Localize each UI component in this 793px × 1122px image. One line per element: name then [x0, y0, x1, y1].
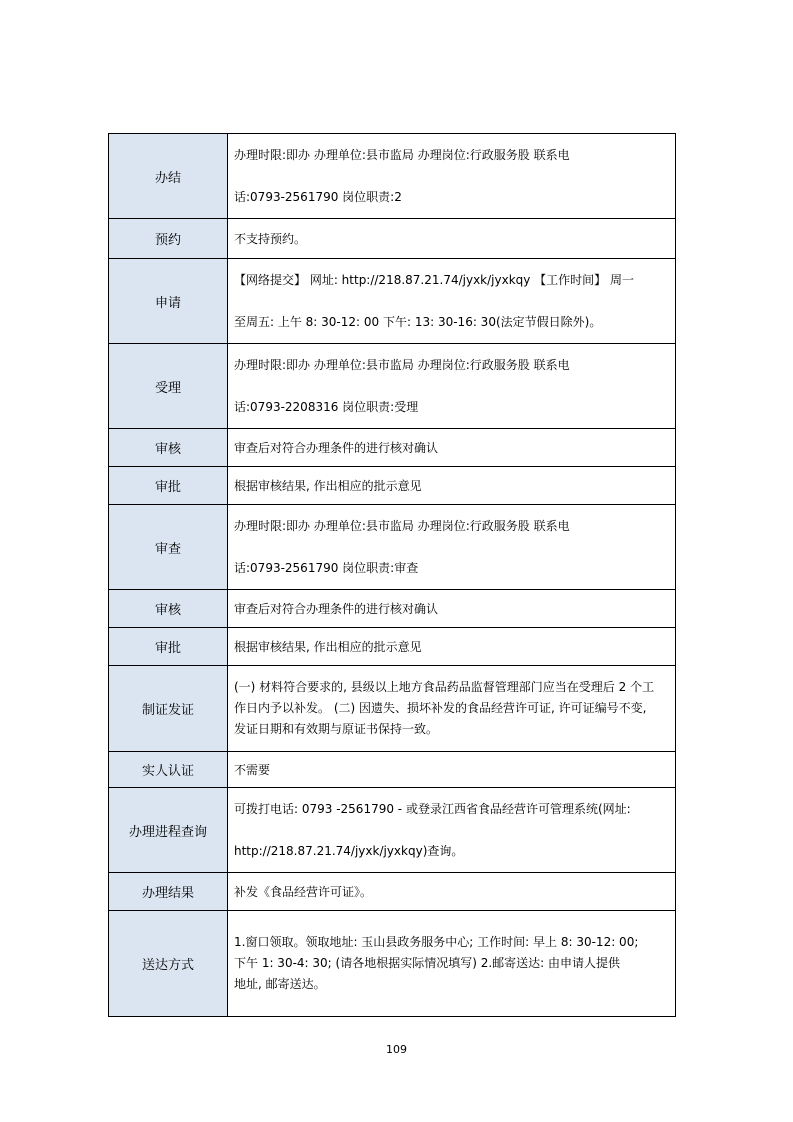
service-info-table — [108, 133, 676, 1017]
row-label: 送达方式 — [109, 911, 228, 1017]
row-content — [228, 467, 676, 505]
row-content — [228, 505, 676, 590]
row-content — [228, 666, 676, 752]
table-row — [109, 259, 676, 344]
content-line: 根据审核结果, 作出相应的批示意见 — [234, 478, 422, 493]
table-row — [109, 505, 676, 590]
row-content — [228, 259, 676, 344]
row-content — [228, 219, 676, 259]
row-label: 审核 — [109, 429, 228, 467]
row-label: 审批 — [109, 628, 228, 666]
row-label: 审核 — [109, 590, 228, 628]
content-line: 下午 1: 30-4: 30; (请各地根据实际情况填写) 2.邮寄送达: 由申请人提供 — [234, 956, 621, 970]
row-content — [228, 788, 676, 873]
row-content — [228, 752, 676, 788]
content-line: 话:0793-2561790 岗位职责:2 — [234, 190, 402, 204]
table-row — [109, 219, 676, 259]
content-line: 地址, 邮寄送达。 — [234, 977, 326, 991]
row-label: 制证发证 — [109, 666, 228, 752]
content-line: 【网络提交】 网址: http://218.87.21.74/jyxk/jyxkqy 【工作时间】 周一 — [234, 273, 634, 287]
content-line: (一) 材料符合要求的, 县级以上地方食品药品监督管理部门应当在受理后 2 个工 — [234, 680, 655, 694]
content-line: 办理时限:即办 办理单位:县市监局 办理岗位:行政服务股 联系电 — [234, 519, 570, 533]
row-label: 审批 — [109, 467, 228, 505]
row-label: 办结 — [109, 134, 228, 219]
table-row — [109, 590, 676, 628]
content-line: 办理时限:即办 办理单位:县市监局 办理岗位:行政服务股 联系电 — [234, 358, 570, 372]
content-line: 作日内予以补发。 (二) 因遗失、损坏补发的食品经营许可证, 许可证编号不变, — [234, 701, 647, 715]
row-content — [228, 429, 676, 467]
content-line: 不支持预约。 — [234, 231, 307, 246]
content-line: 发证日期和有效期与原证书保持一致。 — [234, 722, 439, 736]
content-line: 根据审核结果, 作出相应的批示意见 — [234, 639, 422, 654]
row-content — [228, 134, 676, 219]
row-content — [228, 590, 676, 628]
content-line: 至周五: 上午 8: 30-12: 00 下午: 13: 30-16: 30(法定节假日除外)。 — [234, 315, 602, 329]
row-label: 办理结果 — [109, 873, 228, 911]
content-line: 话:0793-2208316 岗位职责:受理 — [234, 400, 419, 414]
row-label: 受理 — [109, 344, 228, 429]
table-row — [109, 911, 676, 1017]
row-content — [228, 628, 676, 666]
content-line: 审查后对符合办理条件的进行核对确认 — [234, 440, 439, 455]
row-label: 预约 — [109, 219, 228, 259]
content-line: http://218.87.21.74/jyxk/jyxkqy)查询。 — [234, 844, 464, 858]
table-row — [109, 429, 676, 467]
table-row — [109, 628, 676, 666]
content-line: 话:0793-2561790 岗位职责:审查 — [234, 561, 419, 575]
table-row — [109, 666, 676, 752]
table-row — [109, 788, 676, 873]
table-row — [109, 134, 676, 219]
content-line: 补发《食品经营许可证》。 — [234, 884, 373, 899]
content-line: 办理时限:即办 办理单位:县市监局 办理岗位:行政服务股 联系电 — [234, 148, 570, 162]
row-content — [228, 911, 676, 1017]
row-label: 实人认证 — [109, 752, 228, 788]
content-line: 不需要 — [234, 762, 271, 777]
row-content — [228, 873, 676, 911]
content-line: 审查后对符合办理条件的进行核对确认 — [234, 601, 439, 616]
content-line: 可拨打电话: 0793 -2561790 - 或登录江西省食品经营许可管理系统(网址: — [234, 802, 631, 816]
table-row — [109, 873, 676, 911]
table-row — [109, 344, 676, 429]
page-number: 109 — [386, 1043, 407, 1056]
content-line: 1.窗口领取。领取地址: 玉山县政务服务中心; 工作时间: 早上 8: 30-12: 00; — [234, 935, 639, 949]
table-row — [109, 467, 676, 505]
row-content — [228, 344, 676, 429]
table-row — [109, 752, 676, 788]
row-label: 审查 — [109, 505, 228, 590]
row-label: 办理进程查询 — [109, 788, 228, 873]
row-label: 申请 — [109, 259, 228, 344]
